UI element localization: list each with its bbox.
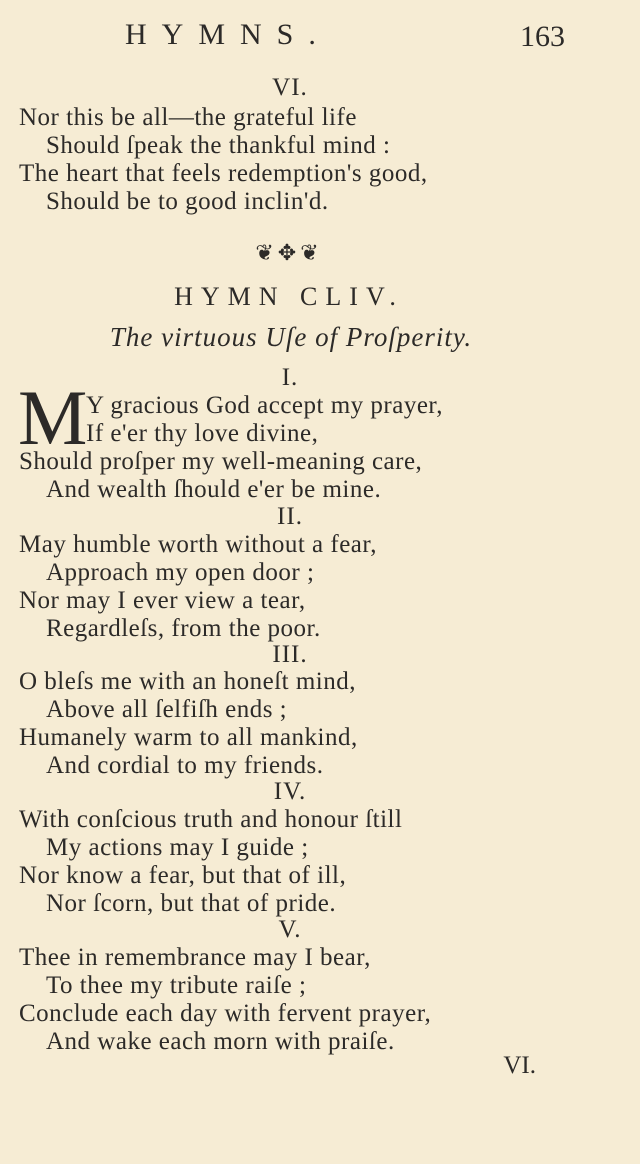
drop-cap: M (18, 374, 88, 461)
verse-line: Nor this be all—the grateful life (19, 104, 357, 131)
ornament-divider: ❦✥❦ (255, 240, 323, 265)
stanza-number: IV. (273, 778, 307, 805)
verse-line: With conſcious truth and honour ſtill (19, 806, 403, 833)
verse-line: And cordial to my friends. (46, 752, 324, 779)
page-number: 163 (520, 20, 565, 53)
verse-line: Humanely warm to all mankind, (19, 724, 358, 751)
verse-line: Should be to good inclin'd. (46, 188, 329, 215)
verse-line: Conclude each day with fervent prayer, (19, 1000, 432, 1027)
verse-line: And wealth ſhould e'er be mine. (46, 476, 382, 503)
verse-line: Should ſpeak the thankful mind : (46, 132, 391, 159)
verse-line: Y gracious God accept my prayer, (86, 392, 443, 419)
verse-line: If e'er thy love divine, (86, 420, 319, 447)
verse-line: Above all ſelfiſh ends ; (46, 696, 288, 723)
catchword: VI. (503, 1052, 536, 1079)
stanza-number: I. (281, 364, 299, 391)
stanza-number: VI. (272, 74, 308, 101)
stanza-number: V. (278, 916, 302, 943)
verse-line: O bleſs me with an honeſt mind, (19, 668, 356, 695)
verse-line: Approach my open door ; (46, 559, 315, 586)
verse-line: My actions may I guide ; (46, 834, 309, 861)
verse-line: Nor may I ever view a tear, (19, 587, 306, 614)
running-head: HYMNS. (125, 18, 331, 51)
verse-line: The heart that feels redemption's good, (19, 160, 428, 187)
verse-line: Nor know a fear, but that of ill, (19, 862, 347, 889)
hymn-subtitle: The virtuous Uſe of Proſperity. (109, 322, 473, 352)
verse-line: Should proſper my well-meaning care, (19, 448, 423, 475)
stanza-number: II. (277, 503, 303, 530)
verse-line: To thee my tribute raiſe ; (46, 972, 307, 999)
page-header (0, 18, 640, 58)
verse-line: And wake each morn with praiſe. (46, 1028, 395, 1055)
verse-line: Nor ſcorn, but that of pride. (46, 890, 337, 917)
verse-line: May humble worth without a fear, (19, 531, 377, 558)
hymn-title: HYMN CLIV. (174, 282, 404, 311)
verse-line: Regardleſs, from the poor. (46, 615, 321, 642)
verse-line: Thee in remembrance may I bear, (19, 944, 371, 971)
stanza-number: III. (272, 641, 308, 668)
